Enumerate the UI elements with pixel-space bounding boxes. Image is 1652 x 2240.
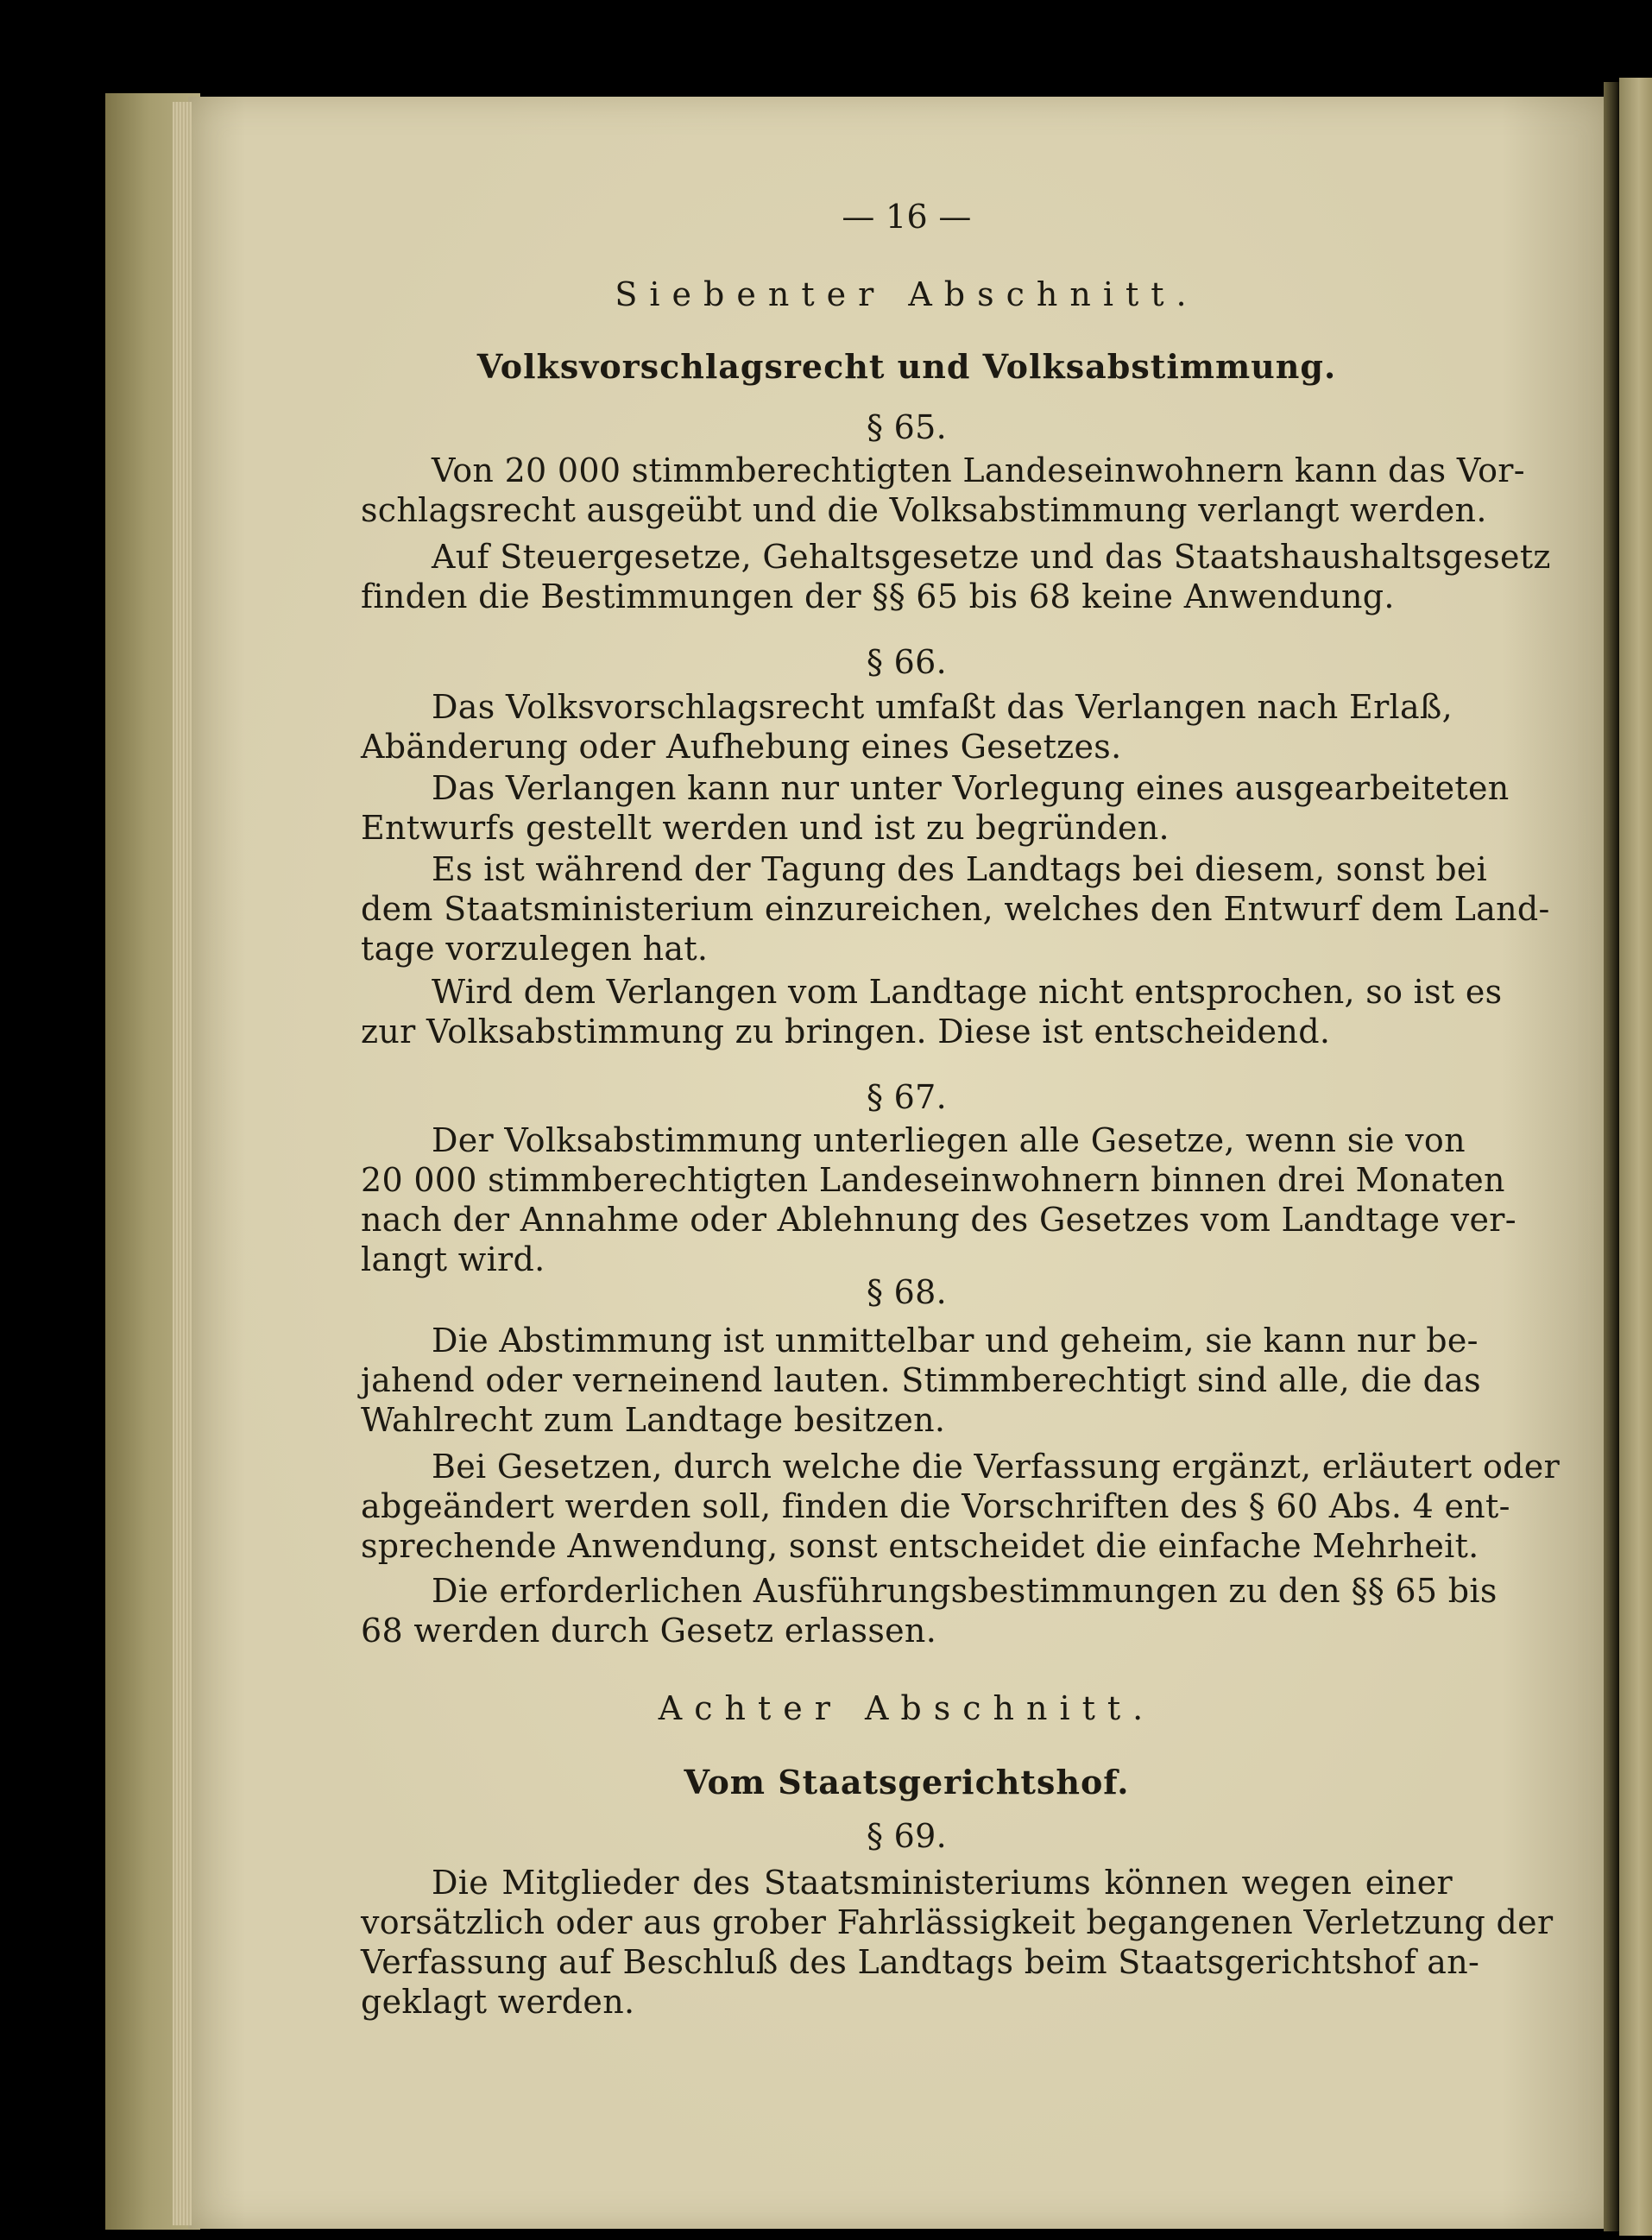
text-line: zur Volksabstimmung zu bringen. Diese ist entscheidend. xyxy=(361,1013,1331,1051)
page-number: — 16 — xyxy=(842,198,972,236)
text-line: 20 000 stimmberechtigten Landeseinwohnern binnen drei Monaten xyxy=(361,1161,1505,1199)
text-line: geklagt werden. xyxy=(361,1983,635,2021)
text-line: tage vorzulegen hat. xyxy=(361,930,709,968)
text-line: jahend oder verneinend lauten. Stimmberechtigt sind alle, die das xyxy=(361,1361,1481,1399)
section-title-8: Vom Staatsgerichtshof. xyxy=(684,1763,1130,1801)
text-line: Die Abstimmung ist unmittelbar und geheim, sie kann nur be- xyxy=(432,1322,1479,1360)
text-line: abgeändert werden soll, finden die Vorschriften des § 60 Abs. 4 ent- xyxy=(361,1487,1510,1525)
paragraph-number-69: § 69. xyxy=(866,1817,947,1855)
section-heading-8: Achter Abschnitt. xyxy=(658,1689,1156,1727)
text-line: Die Mitglieder des Staatsministeriums können wegen einer xyxy=(432,1864,1453,1902)
text-line: 68 werden durch Gesetz erlassen. xyxy=(361,1612,937,1650)
text-line: Das Volksvorschlagsrecht umfaßt das Verlangen nach Erlaß, xyxy=(432,688,1453,726)
text-line: langt wird. xyxy=(361,1240,545,1278)
text-line: vorsätzlich oder aus grober Fahrlässigkeit begangenen Verletzung der xyxy=(361,1903,1554,1941)
text-line: finden die Bestimmungen der §§ 65 bis 68 keine Anwendung. xyxy=(361,577,1395,615)
text-line: Wahlrecht zum Landtage besitzen. xyxy=(361,1401,946,1439)
section-heading-7: Siebenter Abschnitt. xyxy=(615,275,1199,313)
text-line: Wird dem Verlangen vom Landtage nicht entsprochen, so ist es xyxy=(432,973,1503,1011)
page-stack-edge xyxy=(173,102,192,2225)
text-line: Entwurfs gestellt werden und ist zu begründen. xyxy=(361,809,1170,847)
text-line: Auf Steuergesetze, Gehaltsgesetze und das Staatshaushaltsgesetz xyxy=(432,538,1551,576)
text-line: Das Verlangen kann nur unter Vorlegung eines ausgearbeiteten xyxy=(432,769,1510,807)
paragraph-number-68: § 68. xyxy=(866,1273,947,1311)
text-line: Verfassung auf Beschluß des Landtags beim Staatsgerichtshof an- xyxy=(361,1943,1480,1981)
text-line: nach der Annahme oder Ablehnung des Gesetzes vom Landtage ver- xyxy=(361,1201,1516,1239)
text-line: schlagsrecht ausgeübt und die Volksabstimmung verlangt werden. xyxy=(361,491,1487,529)
text-line: Bei Gesetzen, durch welche die Verfassung ergänzt, erläutert oder xyxy=(432,1448,1561,1486)
text-line: Der Volksabstimmung unterliegen alle Gesetze, wenn sie von xyxy=(432,1121,1466,1159)
text-line: Die erforderlichen Ausführungsbestimmungen zu den §§ 65 bis xyxy=(432,1572,1498,1610)
text-line: Es ist während der Tagung des Landtags bei diesem, sonst bei xyxy=(432,850,1488,888)
section-title-7: Volksvorschlagsrecht und Volksabstimmung. xyxy=(476,347,1337,386)
facing-page-edge xyxy=(1619,78,1652,2236)
book-gutter xyxy=(1604,82,1621,2231)
paragraph-number-65: § 65. xyxy=(866,408,947,446)
paragraph-number-66: § 66. xyxy=(866,643,947,681)
text-line: Abänderung oder Aufhebung eines Gesetzes. xyxy=(361,728,1122,766)
text-line: Von 20 000 stimmberechtigten Landeseinwohnern kann das Vor- xyxy=(432,451,1525,489)
text-line: sprechende Anwendung, sonst entscheidet die einfache Mehrheit. xyxy=(361,1527,1479,1565)
paragraph-number-67: § 67. xyxy=(866,1078,947,1116)
text-line: dem Staatsministerium einzureichen, welches den Entwurf dem Land- xyxy=(361,890,1550,928)
